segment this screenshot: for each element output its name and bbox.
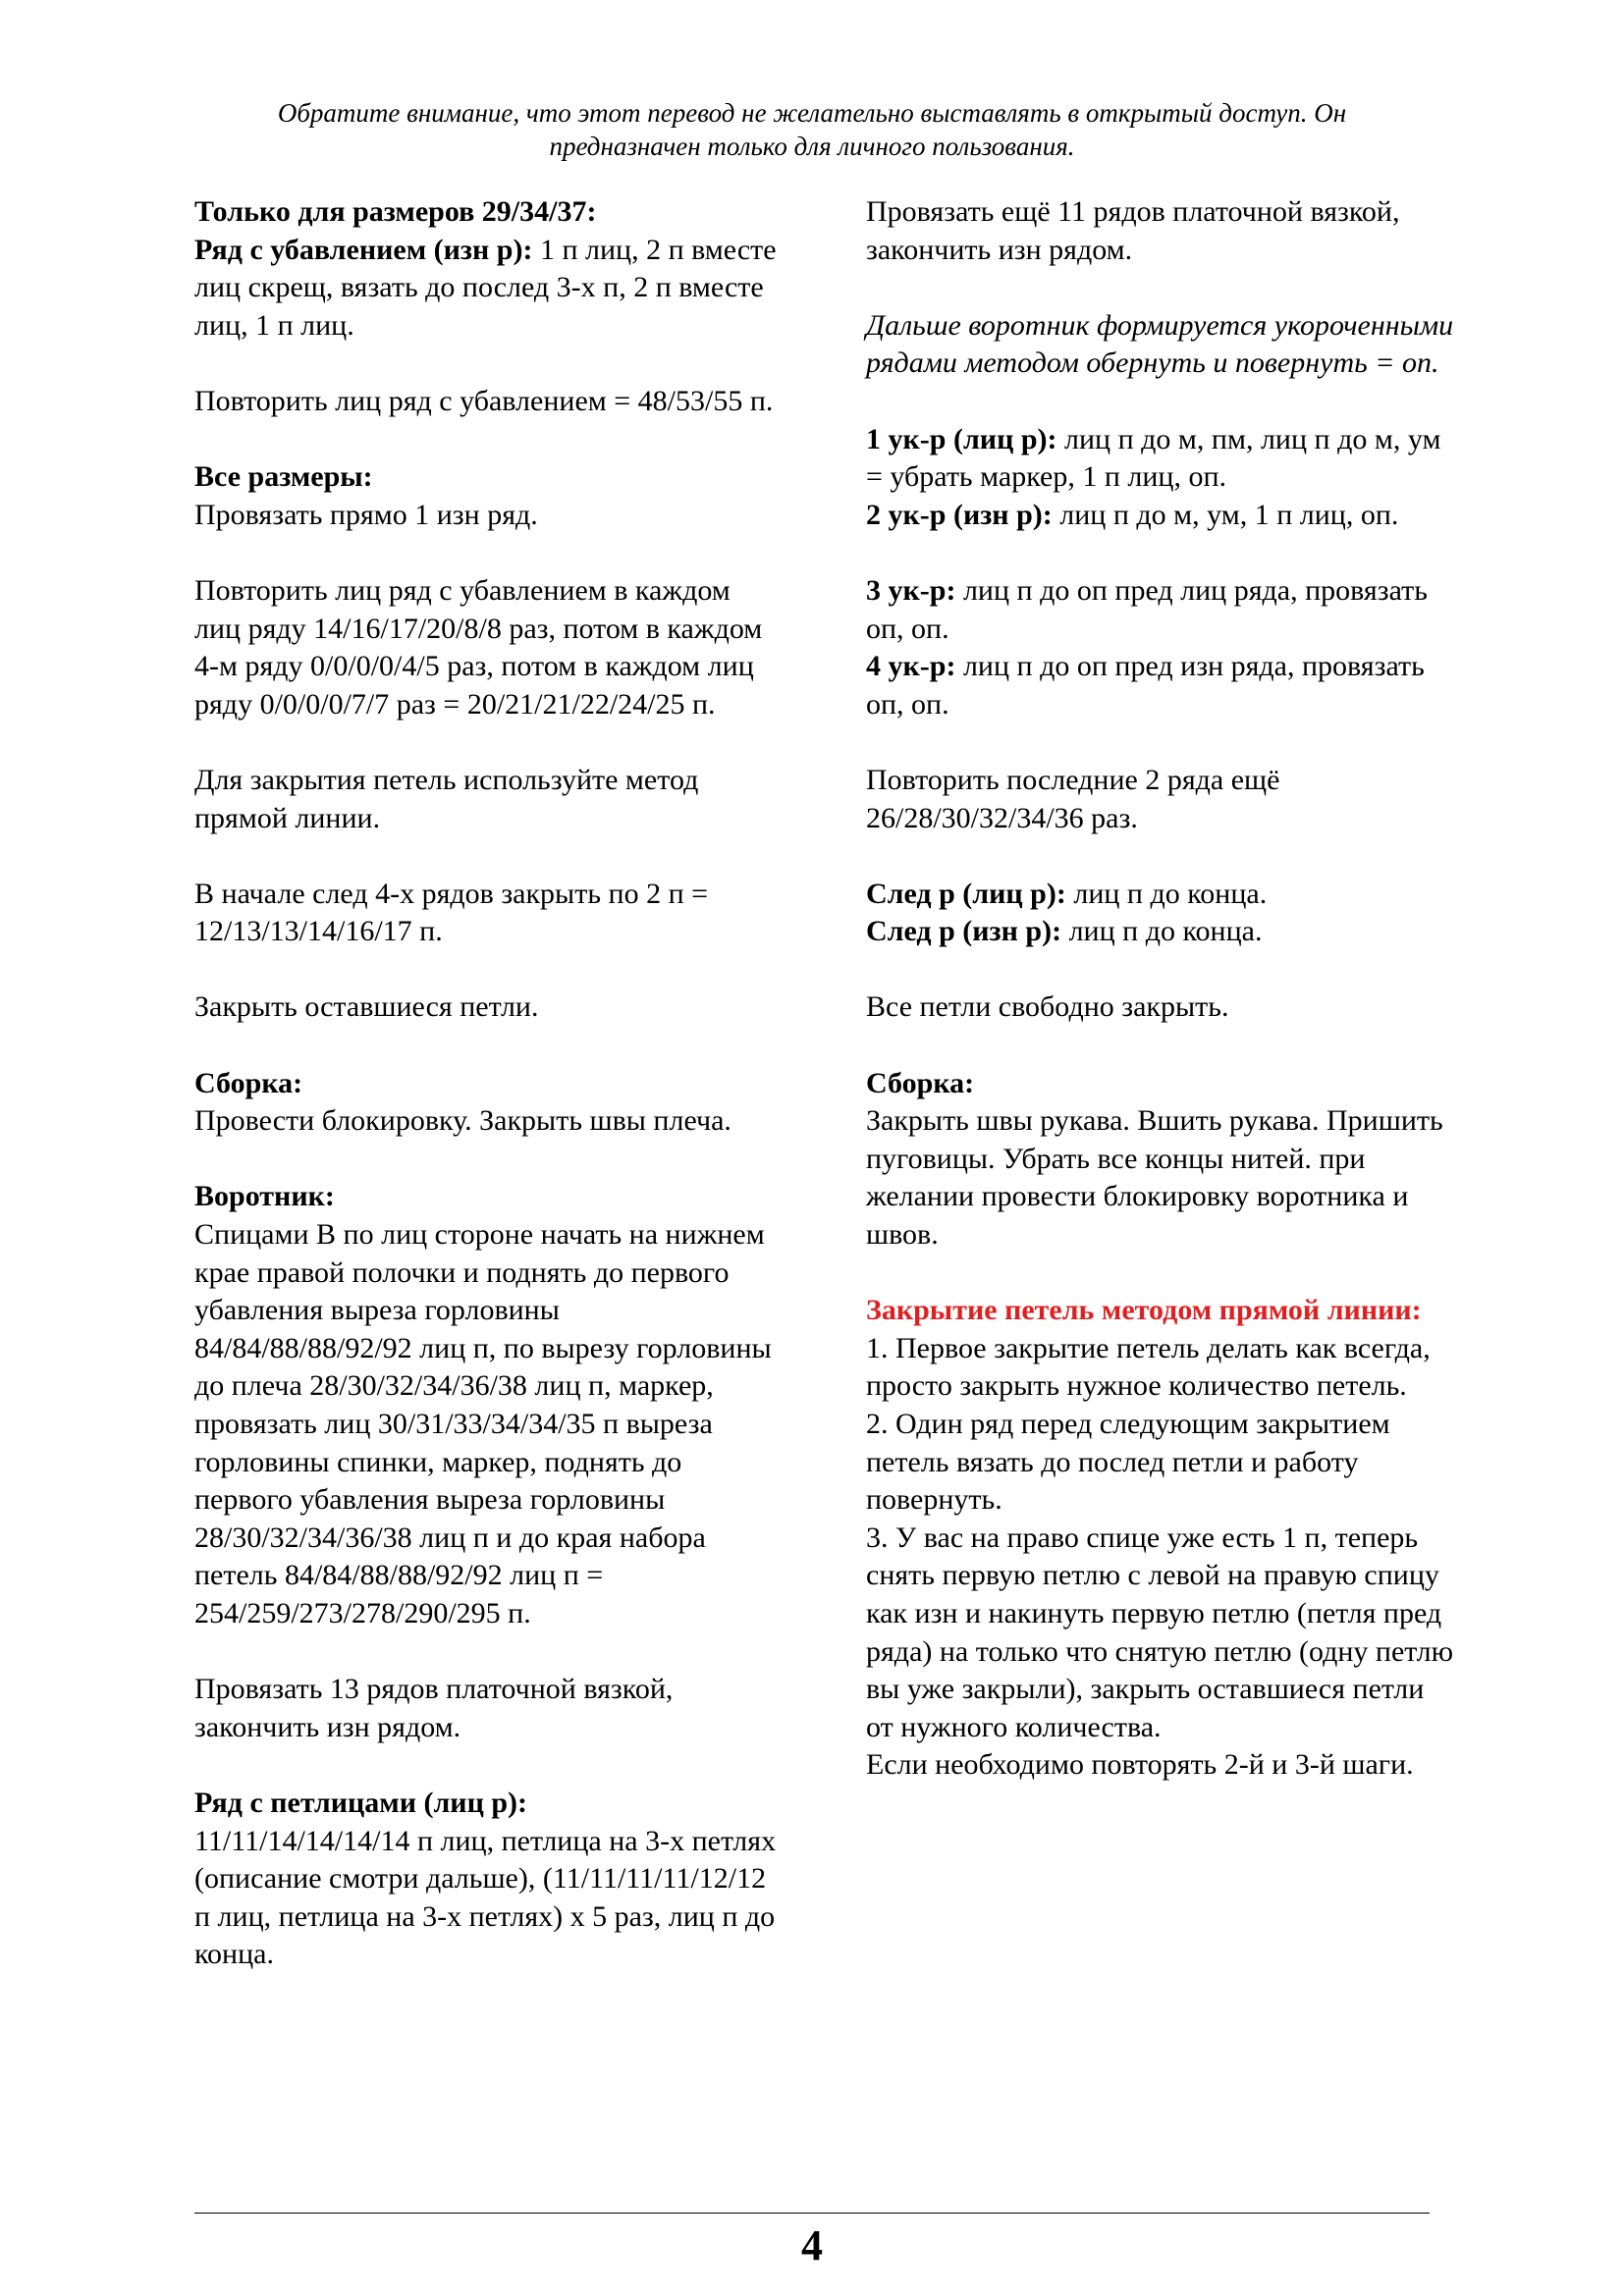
instruction-text: лиц п до конца.	[1061, 915, 1263, 948]
notice-line-1: Обратите внимание, что этот перевод не желательно выставлять в открытый доступ. Он	[277, 98, 1347, 128]
straight-line-bindoff-block	[866, 1292, 1455, 1785]
instruction-text: лиц п до конца.	[1065, 877, 1268, 910]
instruction-text: 1 п лиц, 2 п вместе лиц скрещ, вязать до послед 3-х п, 2 п вместе лиц, 1 п лиц.	[194, 233, 777, 342]
paragraph: Все петли свободно закрыть.	[866, 990, 1229, 1024]
notice-line-2: предназначен только для личного пользования.	[549, 132, 1075, 161]
paragraph: Повторить последние 2 ряда ещё 26/28/30/32/34/36 раз.	[866, 763, 1280, 834]
instruction-text: Провязать прямо 1 изн ряд.	[194, 498, 538, 531]
highlighted-heading: Закрытие петель методом прямой линии:	[866, 1294, 1422, 1327]
step-1: 1. Первое закрытие петель делать как всегда, просто закрыть нужное количество петель.	[866, 1331, 1431, 1403]
instruction-text: лиц п до оп пред лиц ряда, провязать оп, оп.	[866, 573, 1428, 645]
all-sizes-block	[194, 458, 784, 534]
instruction-text: Провести блокировку. Закрыть швы плеча.	[194, 1104, 731, 1138]
row-label: 3 ук-р:	[866, 573, 956, 607]
section-heading: Ряд с петлицами (лиц р):	[194, 1786, 528, 1819]
collar-block	[194, 1178, 784, 1632]
row-label: 2 ук-р (изн р):	[866, 498, 1053, 531]
instruction-text: лиц п до м, пм, лиц п до м, ум = убрать маркер, 1 п лиц, оп.	[866, 422, 1441, 494]
row-label: Ряд с убавлением (изн р):	[194, 233, 533, 266]
assembly-block	[194, 1065, 784, 1141]
assembly-block	[866, 1065, 1455, 1255]
row-label: 1 ук-р (лиц р):	[866, 422, 1057, 455]
paragraph: Провязать 13 рядов платочной вязкой, закончить изн рядом.	[194, 1673, 674, 1743]
paragraph: Для закрытия петель используйте метод прямой линии.	[194, 763, 699, 834]
paragraph: Повторить лиц ряд с убавлением в каждом лиц ряду 14/16/17/20/8/8 раз, потом в каждом 4-м ряду 0/0/0/0/4/5 раз, потом в каждом лиц ряду 0/0/0/0/7/7 раз = 20/21/21/22/24/25 п.	[194, 573, 763, 721]
left-column	[194, 193, 784, 2012]
paragraph: Закрыть оставшиеся петли.	[194, 990, 539, 1024]
right-column	[866, 193, 1455, 1823]
page-number: 4	[801, 2221, 823, 2269]
instruction-text: лиц п до м, ум, 1 п лиц, оп.	[1052, 498, 1399, 531]
buttonhole-row-block	[194, 1785, 784, 1974]
instruction-text: 11/11/14/14/14/14 п лиц, петлица на 3-х петлях (описание смотри дальше), (11/11/11/11/12/12 п лиц, петлица на 3-х петлях) х 5 раз, лиц п до конца.	[194, 1824, 777, 1971]
instruction-text: Закрыть швы рукава. Вшить рукава. Пришить пуговицы. Убрать все концы нитей. при желании провести блокировку воротника и швов.	[866, 1104, 1443, 1252]
footer-divider	[194, 2213, 1430, 2214]
distribution-notice	[0, 96, 1624, 163]
paragraph: Повторить лиц ряд с убавлением = 48/53/55 п.	[194, 384, 774, 417]
section-heading: Только для размеров 29/34/37:	[194, 195, 597, 228]
short-rows-3-4-block	[866, 572, 1455, 723]
instruction-text: Спицами В по лиц стороне начать на нижнем крае правой полочки и поднять до первого убавления выреза горловины 84/84/88/88/92/92 лиц п, по вырезу горловины до плеча 28/30/32/34/36/38 лиц п, маркер, провязать лиц 30/31/33/34/34/35 п выреза горловины спинки, маркер, поднять до первого убавления выреза горловины 28/30/32/34/36/38 лиц п и до края набора петель 84/84/88/88/92/92 лиц п = 254/259/273/278/290/295 п.	[194, 1218, 772, 1629]
step-repeat-note: Если необходимо повторять 2-й и 3-й шаги.	[866, 1748, 1414, 1782]
short-rows-1-2-block	[866, 421, 1455, 535]
paragraph: В начале след 4-х рядов закрыть по 2 п = 12/13/13/14/16/17 п.	[194, 877, 709, 948]
section-heading: Воротник:	[194, 1180, 335, 1213]
instruction-text: лиц п до оп пред изн ряда, провязать оп, оп.	[866, 650, 1425, 721]
step-2: 2. Один ряд перед следующим закрытием петель вязать до послед петли и работу повернуть.	[866, 1408, 1390, 1517]
section-heading: Сборка:	[194, 1066, 303, 1099]
italic-note: Дальше воротник формируется укороченными рядами методом обернуть и повернуть = оп.	[866, 308, 1454, 380]
row-label: След р (изн р):	[866, 915, 1062, 948]
section-heading: Все размеры:	[194, 460, 373, 494]
sizes-29-34-37-block	[194, 193, 784, 345]
row-label: След р (лиц р):	[866, 877, 1066, 910]
section-heading: Сборка:	[866, 1066, 975, 1099]
next-rows-block	[866, 876, 1455, 951]
step-3: 3. У вас на право спице уже есть 1 п, теперь снять первую петлю с левой на правую спицу как изн и накинуть первую петлю (петля пред ряда) на только что снятую петлю (одну петлю вы уже закрыли), закрыть оставшиеся петли от нужного количества.	[866, 1521, 1454, 1743]
paragraph: Провязать ещё 11 рядов платочной вязкой, закончить изн рядом.	[866, 195, 1400, 266]
row-label: 4 ук-р:	[866, 650, 956, 683]
